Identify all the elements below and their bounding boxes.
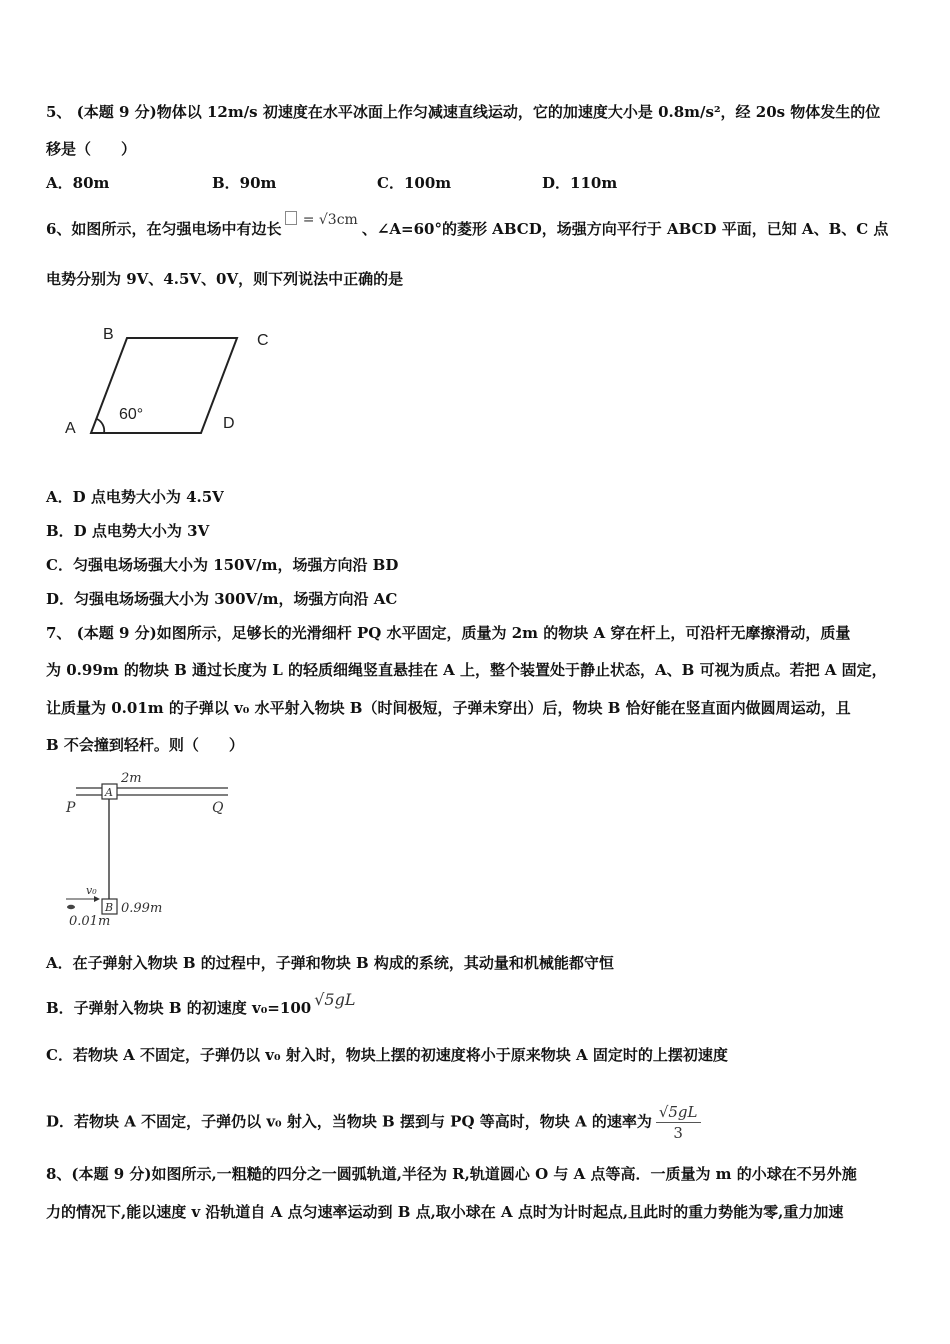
q7-line3: 让质量为 0.01m 的子弹以 v₀ 水平射入物块 B（时间极短，子弹未穿出）后，物块 B 恰好能在竖直面内做圆周运动，且 — [46, 699, 851, 717]
label-mass-a: 2m — [121, 771, 142, 786]
q7-option-d: D．若物块 A 不固定，子弹仍以 v₀ 射入，当物块 B 摆到与 PQ 等高时，物块 A 的速率为 $\frac{√5gL}{3}$ — [46, 1102, 701, 1143]
q5-option-c: C．100m — [377, 174, 452, 192]
q5-option-d: D．110m — [542, 174, 618, 192]
label-angle: 60° — [119, 406, 144, 423]
label-v0: v₀ — [86, 884, 97, 897]
label-mass-bullet: 0.01m — [69, 914, 111, 928]
q6-line1-post: 、∠A=60°的菱形 ABCD，场强方向平行于 ABCD 平面，已知 A、B、C 点 — [361, 220, 889, 238]
q5-option-a: A．80m — [46, 174, 110, 192]
q6-option-c: C．匀强电场场强大小为 150V/m，场强方向沿 BD — [46, 556, 399, 574]
q7-line2: 为 0.99m 的物块 B 通过长度为 L 的轻质细绳竖直悬挂在 A 上，整个装置处于静止状态，A、B 可视为质点。若把 A 固定， — [46, 661, 887, 679]
angle-arc — [97, 419, 104, 433]
missing-glyph-icon — [285, 211, 297, 225]
q5-line2: 移是（ ） — [46, 140, 137, 158]
q7-option-b-formula: √5gL — [314, 990, 356, 1009]
q6-line1 — [46, 212, 889, 240]
q5-line1: 5、 (本题 9 分)物体以 12m/s 初速度在水平冰面上作匀减速直线运动，它的加速度大小是 0.8m/s²，经 20s 物体发生的位 — [46, 103, 881, 121]
q6-line1-pre: 6、如图所示，在匀强电场中有边长 — [46, 220, 282, 238]
q7-line4: B 不会撞到轻杆。则（ ） — [46, 736, 244, 754]
q7-option-d-fraction: $\frac{√5gL}{3}$ — [656, 1102, 701, 1143]
q7-option-a: A．在子弹射入物块 B 的过程中，子弹和物块 B 构成的系统，其动量和机械能都守恒 — [46, 954, 614, 972]
label-mass-b: 0.99m — [121, 901, 163, 916]
q8-line2: 力的情况下,能以速度 v 沿轨道自 A 点匀速率运动到 B 点,取小球在 A 点时为计时起点,且此时的重力势能为零,重力加速 — [46, 1203, 844, 1221]
bullet-icon — [67, 905, 75, 909]
label-b-block: B — [105, 901, 114, 914]
rhombus-figure — [55, 320, 285, 445]
pendulum-figure — [60, 768, 260, 928]
label-c: C — [257, 332, 269, 349]
label-q: Q — [212, 800, 224, 816]
q6-option-b: B．D 点电势大小为 3V — [46, 522, 210, 540]
q6-edge-formula: = √3cm — [281, 209, 361, 230]
label-a-block: A — [105, 786, 113, 799]
label-a: A — [65, 420, 76, 437]
q5-option-b: B．90m — [212, 174, 277, 192]
q6-option-d: D．匀强电场场强大小为 300V/m，场强方向沿 AC — [46, 590, 398, 608]
label-p: P — [66, 800, 76, 816]
q7-line1: 7、 (本题 9 分)如图所示，足够长的光滑细杆 PQ 水平固定，质量为 2m 的物块 A 穿在杆上，可沿杆无摩擦滑动，质量 — [46, 624, 851, 642]
rhombus-abcd — [91, 338, 237, 433]
q6-line2: 电势分别为 9V、4.5V、0V，则下列说法中正确的是 — [46, 270, 404, 288]
q7-option-b: B．子弹射入物块 B 的初速度 v₀=100 √5gL — [46, 990, 356, 1017]
q7-option-c: C．若物块 A 不固定，子弹仍以 v₀ 射入时，物块上摆的初速度将小于原来物块 A 固定时的上摆初速度 — [46, 1046, 728, 1064]
label-b: B — [103, 326, 114, 343]
q8-line1: 8、(本题 9 分)如图所示,一粗糙的四分之一圆弧轨道,半径为 R,轨道圆心 O 与 A 点等高．一质量为 m 的小球在不另外施 — [46, 1165, 857, 1183]
label-d: D — [223, 415, 235, 432]
q6-option-a: A．D 点电势大小为 4.5V — [46, 488, 224, 506]
